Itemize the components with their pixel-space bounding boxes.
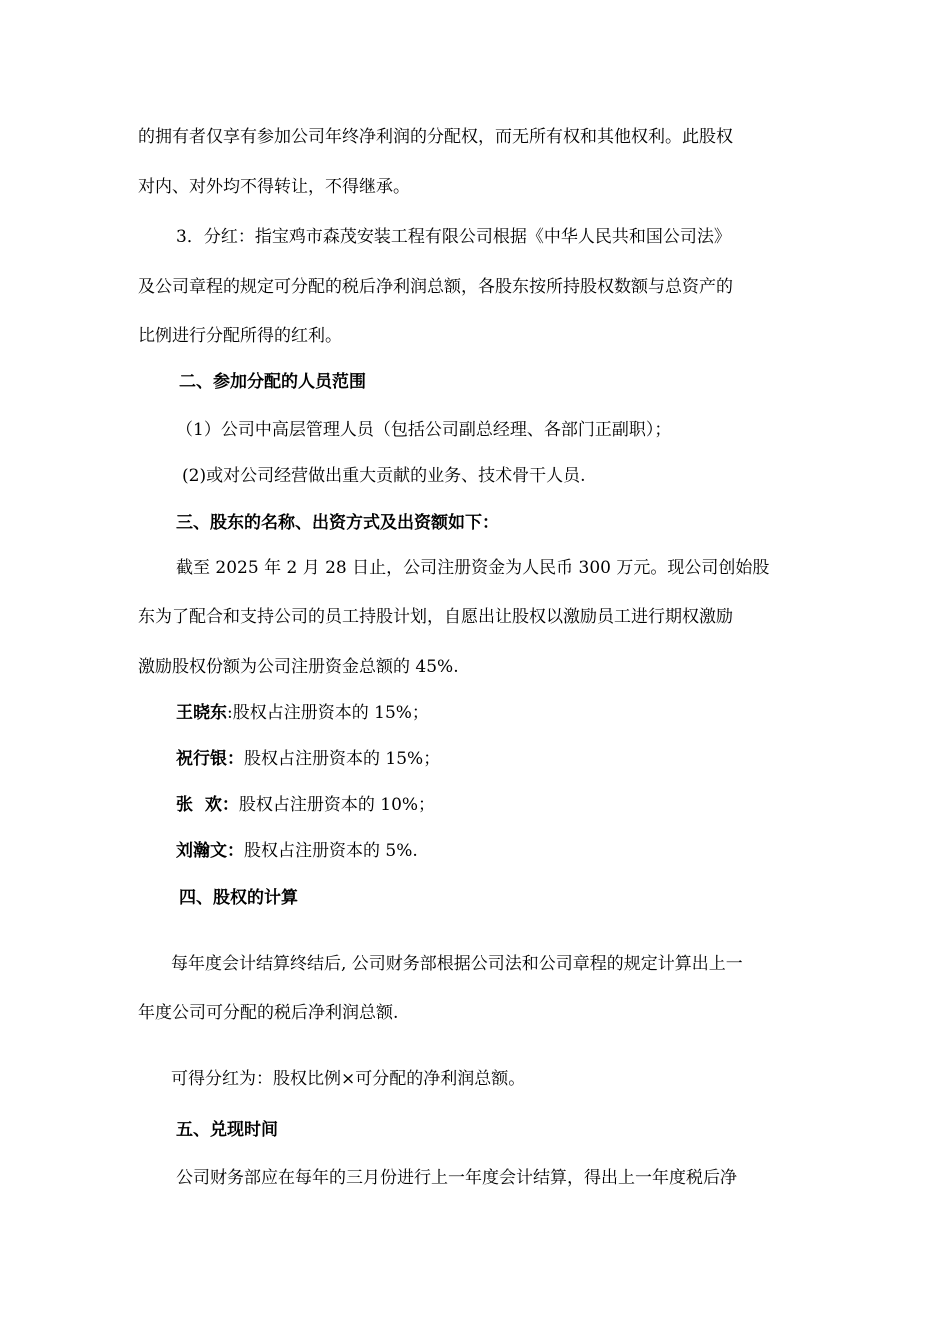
- shareholder-row: [176, 794, 856, 816]
- paragraph-line: 对内、对外均不得转让，不得继承。: [138, 177, 410, 197]
- shareholder-name: 刘瀚文: [176, 841, 227, 861]
- shareholder-row: [176, 748, 856, 770]
- shareholder-name: 张 欢: [176, 795, 222, 815]
- shareholder-sep: ：: [221, 795, 239, 815]
- section-heading: 三、股东的名称、出资方式及出资额如下：: [176, 513, 499, 533]
- shareholder-row: [176, 702, 856, 724]
- formula-line: 可得分红为：股权比例×可分配的净利润总额。: [171, 1069, 526, 1089]
- shareholder-sep: :: [227, 703, 233, 723]
- shareholder-share: 股权占注册资本的 5%.: [244, 841, 418, 861]
- paragraph-line: 公司财务部应在每年的三月份进行上一年度会计结算，得出上一年度税后净: [176, 1168, 737, 1188]
- section-heading: 四、股权的计算: [179, 888, 298, 908]
- paragraph-line: 3．分红：指宝鸡市森茂安装工程有限公司根据《中华人民共和国公司法》: [176, 227, 731, 247]
- paragraph-line: 年度公司可分配的税后净利润总额.: [138, 1003, 399, 1023]
- shareholder-name: 王晓东: [176, 703, 227, 723]
- list-item: (2)或对公司经营做出重大贡献的业务、技术骨干人员.: [182, 466, 586, 486]
- shareholder-share: 股权占注册资本的 15%；: [244, 749, 441, 769]
- shareholder-share: 股权占注册资本的 15%；: [232, 703, 429, 723]
- shareholder-sep: ：: [227, 841, 244, 861]
- shareholder-share: 股权占注册资本的 10%；: [238, 795, 436, 815]
- list-item: （1）公司中高层管理人员（包括公司副总经理、各部门正副职）；: [176, 420, 672, 440]
- section-heading: 二、参加分配的人员范围: [179, 372, 366, 392]
- paragraph-line: 及公司章程的规定可分配的税后净利润总额，各股东按所持股权数额与总资产的: [138, 277, 733, 297]
- paragraph-line: 比例进行分配所得的红利。: [138, 326, 342, 346]
- shareholder-row: [176, 840, 856, 862]
- section-heading: 五、兑现时间: [176, 1120, 278, 1140]
- paragraph-line: 东为了配合和支持公司的员工持股计划，自愿出让股权以激励员工进行期权激励: [138, 607, 733, 627]
- paragraph-line: 激励股权份额为公司注册资金总额的 45%.: [138, 657, 459, 677]
- shareholder-name: 祝行银: [176, 749, 227, 769]
- paragraph-line: 截至 2025 年 2 月 28 日止，公司注册资金为人民币 300 万元。现公司创始股: [176, 558, 770, 578]
- paragraph-line: 的拥有者仅享有参加公司年终净利润的分配权，而无所有权和其他权利。此股权: [138, 127, 733, 147]
- paragraph-line: 每年度会计结算终结后, 公司财务部根据公司法和公司章程的规定计算出上一: [171, 954, 743, 974]
- shareholder-sep: ：: [227, 749, 244, 769]
